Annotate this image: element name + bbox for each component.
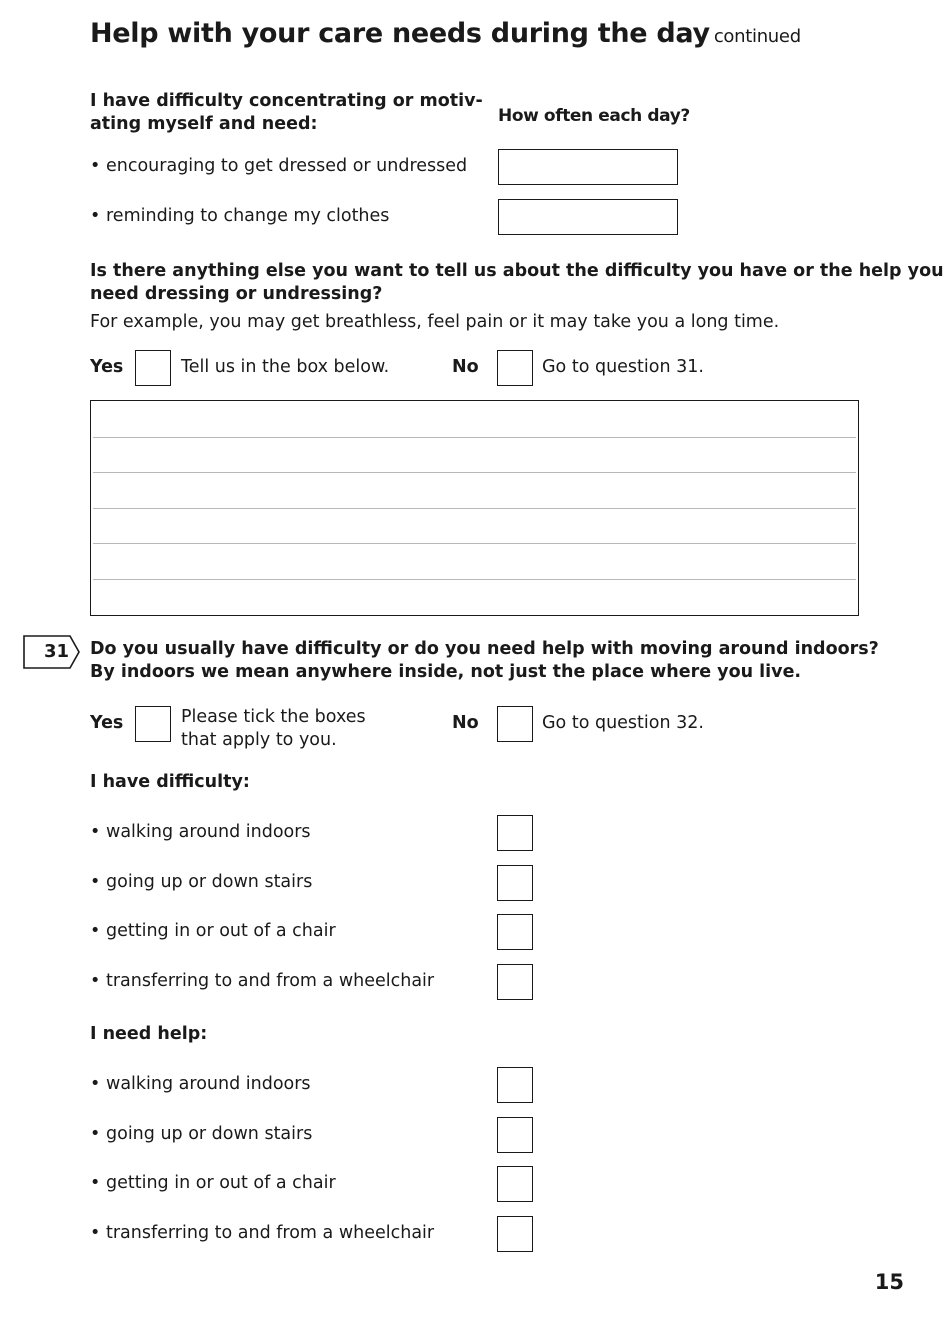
q31-line2: By indoors we mean anywhere inside, not just the place where you live.	[90, 662, 802, 682]
question-number: 31	[43, 641, 69, 662]
help-item: • transferring to and from a wheelchair	[90, 1222, 434, 1245]
concentration-heading-line1: I have difficulty concentrating or motiv-	[90, 91, 483, 111]
else-yes-note: Tell us in the box below.	[181, 357, 390, 377]
difficulty-walking-checkbox[interactable]	[497, 815, 533, 851]
frequency-input-encouraging[interactable]	[498, 149, 678, 185]
else-yes-label: Yes	[90, 357, 124, 377]
help-chair-checkbox[interactable]	[497, 1166, 533, 1202]
continued-label: continued	[713, 26, 801, 47]
help-item: • going up or down stairs	[90, 1123, 312, 1146]
else-no-checkbox[interactable]	[497, 350, 533, 386]
q31-no-checkbox[interactable]	[497, 706, 533, 742]
help-heading: I need help:	[90, 1024, 208, 1044]
concentration-heading-line2: ating myself and need:	[90, 114, 318, 134]
help-walking-checkbox[interactable]	[497, 1067, 533, 1103]
help-item: • walking around indoors	[90, 1073, 311, 1096]
else-question-line2: need dressing or undressing?	[90, 284, 383, 304]
q31-no-note: Go to question 32.	[542, 713, 704, 733]
page-title-text: Help with your care needs during the day	[90, 18, 710, 49]
q31-yes-checkbox[interactable]	[135, 706, 171, 742]
else-yes-checkbox[interactable]	[135, 350, 171, 386]
difficulty-chair-checkbox[interactable]	[497, 914, 533, 950]
frequency-input-reminding[interactable]	[498, 199, 678, 235]
details-text-area[interactable]	[90, 400, 859, 616]
concentration-item: • reminding to change my clothes	[90, 205, 389, 228]
q31-yes-note-line1: Please tick the boxes	[181, 707, 366, 727]
else-no-note: Go to question 31.	[542, 357, 704, 377]
q31-line1: Do you usually have difficulty or do you need help with moving around indoors?	[90, 639, 879, 659]
difficulty-wheelchair-checkbox[interactable]	[497, 964, 533, 1000]
question-number-badge	[23, 635, 81, 669]
page-title	[90, 18, 801, 49]
else-no-label: No	[452, 357, 479, 377]
difficulty-item: • walking around indoors	[90, 821, 311, 844]
ruled-line	[93, 508, 856, 509]
concentration-item: • encouraging to get dressed or undressed	[90, 155, 467, 178]
help-item: • getting in or out of a chair	[90, 1172, 336, 1195]
q31-yes-note-line2: that apply to you.	[181, 730, 337, 750]
page-number: 15	[874, 1270, 904, 1294]
ruled-line	[93, 472, 856, 473]
difficulty-heading: I have difficulty:	[90, 772, 250, 792]
difficulty-item: • going up or down stairs	[90, 871, 312, 894]
ruled-line	[93, 543, 856, 544]
difficulty-stairs-checkbox[interactable]	[497, 865, 533, 901]
help-stairs-checkbox[interactable]	[497, 1117, 533, 1153]
help-wheelchair-checkbox[interactable]	[497, 1216, 533, 1252]
difficulty-item: • transferring to and from a wheelchair	[90, 970, 434, 993]
q31-yes-label: Yes	[90, 713, 124, 733]
ruled-line	[93, 579, 856, 580]
q31-no-label: No	[452, 713, 479, 733]
how-often-label: How often each day?	[498, 106, 690, 126]
ruled-line	[93, 437, 856, 438]
else-question-line1: Is there anything else you want to tell us about the difficulty you have or the help you	[90, 261, 944, 281]
else-question-example: For example, you may get breathless, feel pain or it may take you a long time.	[90, 312, 780, 332]
difficulty-item: • getting in or out of a chair	[90, 920, 336, 943]
